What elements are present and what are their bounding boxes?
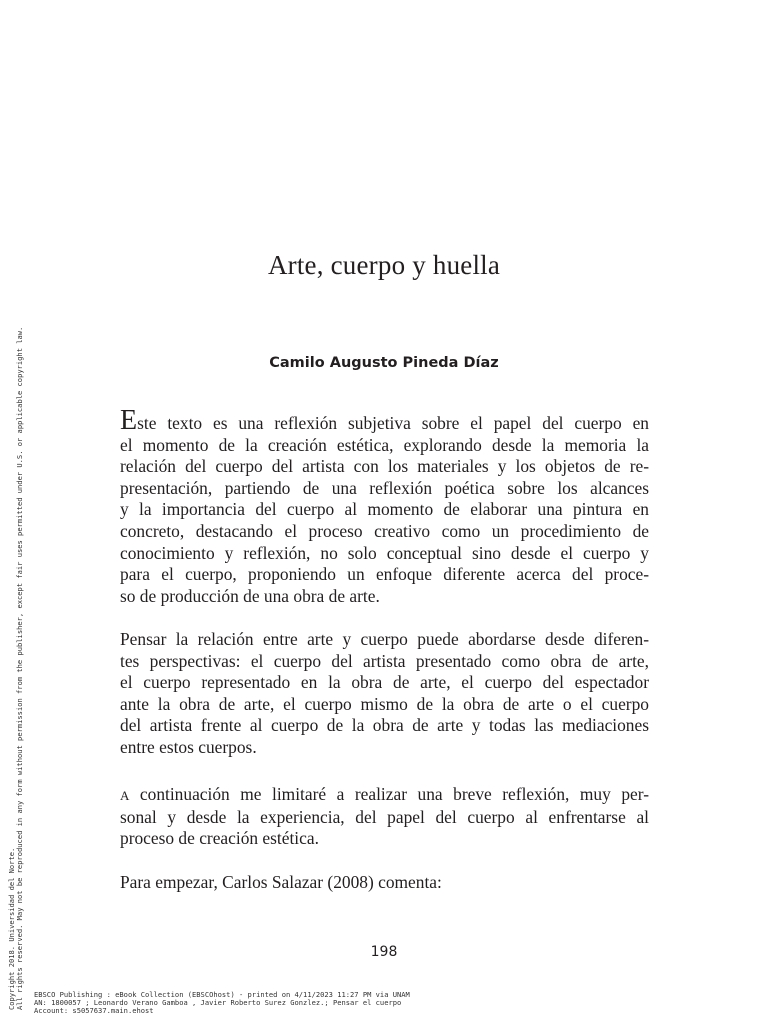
small-cap: A — [120, 788, 130, 803]
paragraph-line: so de producción de una obra de arte. — [120, 585, 380, 606]
paragraph-line: Pensar la relación entre arte y cuerpo puede abordarse desde diferen- — [120, 629, 649, 649]
paragraph-line: proceso de creación estética. — [120, 828, 319, 849]
paragraph-line: Este texto es una reflexión subjetiva sobre el papel del cuerpo en — [120, 405, 649, 436]
paragraph-4 — [120, 872, 649, 894]
paragraph-line: tes perspectivas: el cuerpo del artista presentado como obra de arte, — [120, 650, 649, 671]
paragraph-line: el cuerpo representado en la obra de arte, el cuerpo del espectador — [120, 672, 649, 693]
paragraph-line: del artista frente al cuerpo de la obra de arte y todas las mediaciones — [120, 715, 649, 736]
paragraph-3 — [120, 784, 649, 850]
copyright-line: Copyright 2018. Universidad del Norte. — [7, 847, 16, 1010]
copyright-line: All rights reserved. May not be reproduced in any form without permission from the publisher, except fair uses permitted under U.S. or applicable copyright law. — [15, 326, 25, 1010]
page-number: 198 — [370, 944, 398, 960]
footer-line: EBSCO Publishing : eBook Collection (EBSCOhost) - printed on 4/11/2023 11:27 PM via UNAM — [34, 990, 410, 999]
author-name: Camilo Augusto Pineda Díaz — [269, 355, 499, 371]
paragraph-line: el momento de la creación estética, explorando desde la memoria la — [120, 434, 649, 455]
paragraph-1 — [120, 405, 649, 607]
paragraph-line: A continuación me limitaré a realizar una breve reflexión, muy per- — [120, 784, 649, 804]
paragraph-line: Para empezar, Carlos Salazar (2008) comenta: — [120, 872, 442, 892]
footer-line: Account: s5057637.main.ehost — [34, 1006, 154, 1016]
drop-cap: E — [120, 405, 138, 436]
paragraph-line: relación del cuerpo del artista con los materiales y los objetos de re- — [120, 456, 649, 477]
paragraph-line: concreto, destacando el proceso creativo como un procedimiento de — [120, 520, 649, 541]
footer-line: AN: 1800057 ; Leonardo Verano Gamboa , Javier Roberto Surez Gonzlez.; Pensar el cuerpo — [34, 998, 402, 1008]
chapter-title: Arte, cuerpo y huella — [267, 250, 501, 280]
paragraph-line: conocimiento y reflexión, no solo conceptual sino desde el cuerpo y — [120, 542, 649, 563]
paragraph-2 — [120, 629, 649, 759]
ebsco-footer — [34, 991, 410, 1016]
copyright-notice — [8, 327, 25, 1010]
paragraph-line: y la importancia del cuerpo al momento de elaborar una pintura en — [120, 499, 649, 520]
paragraph-line: presentación, partiendo de una reflexión poética sobre los alcances — [120, 477, 649, 498]
paragraph-line: ante la obra de arte, el cuerpo mismo de la obra de arte o el cuerpo — [120, 693, 649, 714]
paragraph-line: entre estos cuerpos. — [120, 736, 257, 757]
paragraph-line: para el cuerpo, proponiendo un enfoque diferente acerca del proce- — [120, 564, 649, 585]
paragraph-line: sonal y desde la experiencia, del papel del cuerpo al enfrentarse al — [120, 806, 649, 827]
